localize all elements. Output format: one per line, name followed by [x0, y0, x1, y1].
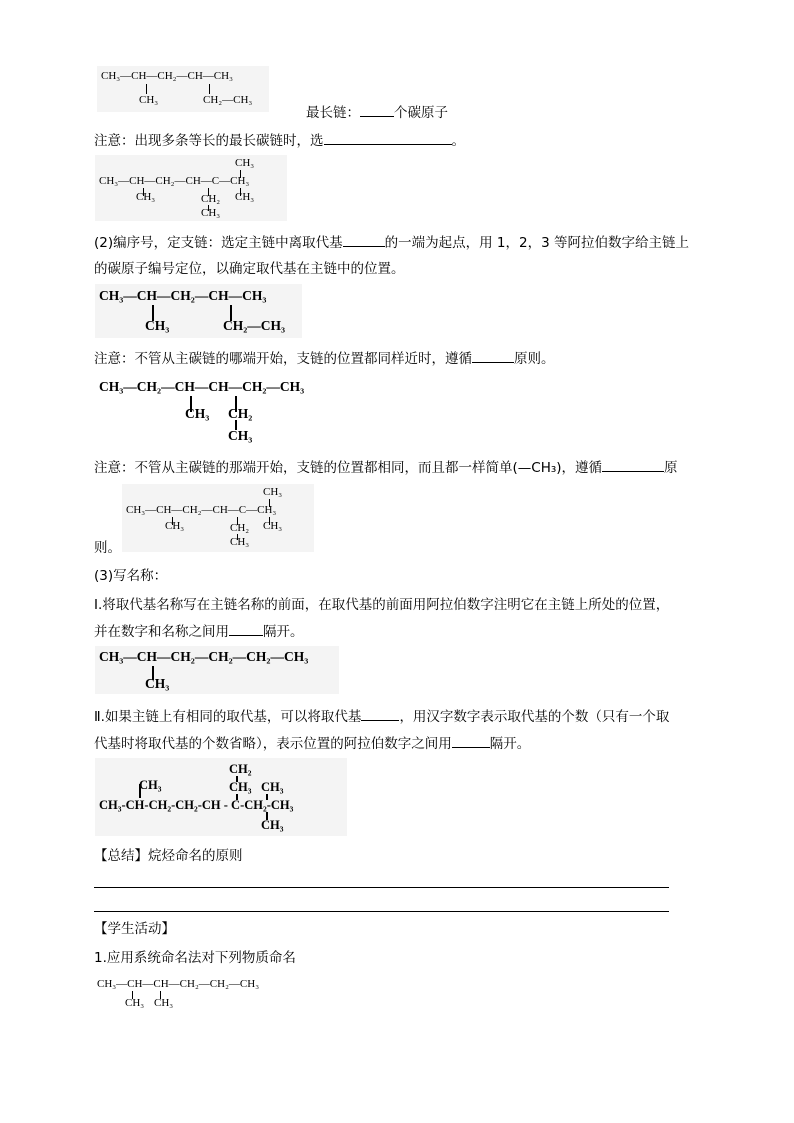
formula-2 [95, 155, 287, 221]
answer-blank[interactable] [343, 232, 385, 247]
formula-1-sub1: CH₃ [139, 94, 159, 106]
formula-4-sub2b: CH₃ [228, 428, 253, 443]
formula-4 [95, 376, 355, 448]
summary-title: 【总结】烷烃命名的原则 [94, 848, 243, 864]
answer-blank[interactable] [360, 102, 394, 117]
rule-i-line-1: Ⅰ.将取代基名称写在主链名称的前面，在取代基的前面用阿拉伯数字注明它在主链上所处的位置， [94, 597, 670, 613]
formula-5-sub1: CH₃ [165, 520, 185, 532]
formula-8-sub2: CH₃ [154, 997, 174, 1009]
formula-7-top4: CH₃ [261, 780, 284, 794]
formula-6 [95, 646, 339, 694]
rule-i-line-2: 并在数字和名称之间用 隔开。 [94, 621, 304, 642]
step-3-title: (3)写名称： [94, 568, 168, 584]
step-2-line-1: (2)编序号，定支链：选定主链中离取代基 的一端为起点，用 1，2，3 等阿拉伯数字给主链上 [94, 232, 689, 253]
formula-8-main: CH₃—CH—CH—CH₂—CH₂—CH₃ [97, 978, 260, 990]
formula-6-sub1: CH₃ [145, 676, 170, 691]
formula-4-sub1: CH₃ [185, 406, 210, 421]
rule-ii-line-2: 代基时将取代基的个数省略），表示位置的阿拉伯数字之间用 隔开。 [94, 733, 530, 754]
formula-4-main: CH₃—CH₂—CH—CH—CH₂—CH₃ [99, 379, 305, 394]
note-3: 注意：不管从主碳链的那端开始，支链的位置都相同，而且都一样简单(—CH₃)，遵循 原 [94, 457, 678, 478]
formula-4-sub2: CH₂ [228, 406, 253, 421]
formula-3-main: CH₃—CH—CH₂—CH—CH₃ [99, 288, 267, 303]
formula-5-sub3: CH₃ [263, 520, 283, 532]
answer-blank[interactable] [452, 733, 490, 748]
formula-8-sub1: CH₃ [125, 997, 145, 1009]
formula-1-main: CH₃—CH—CH₂—CH—CH₃ [101, 70, 233, 82]
formula-5 [122, 484, 314, 552]
formula-3-sub2: CH₂—CH₃ [223, 318, 286, 333]
formula-7-top3: CH₂ [229, 762, 252, 776]
formula-2-sub2b: CH₃ [201, 207, 221, 219]
summary-answer-line-1[interactable] [94, 887, 669, 888]
note-1: 注意：出现多条等长的最长碳链时，选 。 [94, 130, 465, 151]
formula-3-sub1: CH₃ [145, 318, 170, 333]
formula-5-top: CH₃ [263, 486, 283, 498]
longest-chain-question: 最长链： 个碳原子 [306, 102, 448, 123]
summary-answer-line-2[interactable] [94, 911, 669, 912]
formula-7-main: CH₃-CH-CH₂-CH₂-CH - C-CH₂-CH₃ [99, 798, 294, 812]
formula-5-sub2: CH₂ [230, 522, 250, 534]
formula-2-main: CH₃—CH—CH₂—CH—C—CH₃ [99, 175, 250, 187]
formula-1 [97, 66, 269, 112]
formula-5-sub2b: CH₃ [230, 536, 250, 548]
note-2: 注意：不管从主碳链的哪端开始，支链的位置都同样近时，遵循 原则。 [94, 348, 555, 369]
formula-6-main: CH₃—CH—CH₂—CH₂—CH₂—CH₃ [99, 649, 309, 664]
formula-2-top: CH₃ [235, 157, 255, 169]
formula-2-sub1: CH₃ [136, 191, 156, 203]
activity-question-1: 1.应用系统命名法对下列物质命名 [94, 950, 296, 966]
answer-blank[interactable] [602, 457, 664, 472]
answer-blank[interactable] [472, 348, 514, 363]
formula-2-sub3: CH₃ [235, 191, 255, 203]
activity-title: 【学生活动】 [94, 921, 175, 937]
formula-2-sub2: CH₂ [201, 193, 221, 205]
formula-8 [97, 976, 277, 1016]
rule-ii-line-1: Ⅱ.如果主链上有相同的取代基，可以将取代基 ，用汉字数字表示取代基的个数（只有一个取 [94, 706, 669, 727]
formula-3 [95, 284, 302, 338]
formula-7-top1: CH₃ [139, 778, 162, 792]
note-3-end: 则。 [94, 540, 121, 556]
answer-blank[interactable] [361, 706, 399, 721]
formula-7 [95, 758, 347, 836]
formula-5-main: CH₃—CH—CH₂—CH—C—CH₃ [126, 504, 277, 516]
answer-blank[interactable] [229, 621, 263, 636]
formula-7-top2: CH₃ [229, 780, 252, 794]
step-2-line-2: 的碳原子编号定位，以确定取代基在主链中的位置。 [94, 261, 405, 277]
formula-7-sub1: CH₃ [261, 818, 284, 832]
answer-blank[interactable] [324, 130, 452, 145]
formula-1-sub2: CH₂—CH₃ [203, 94, 253, 106]
